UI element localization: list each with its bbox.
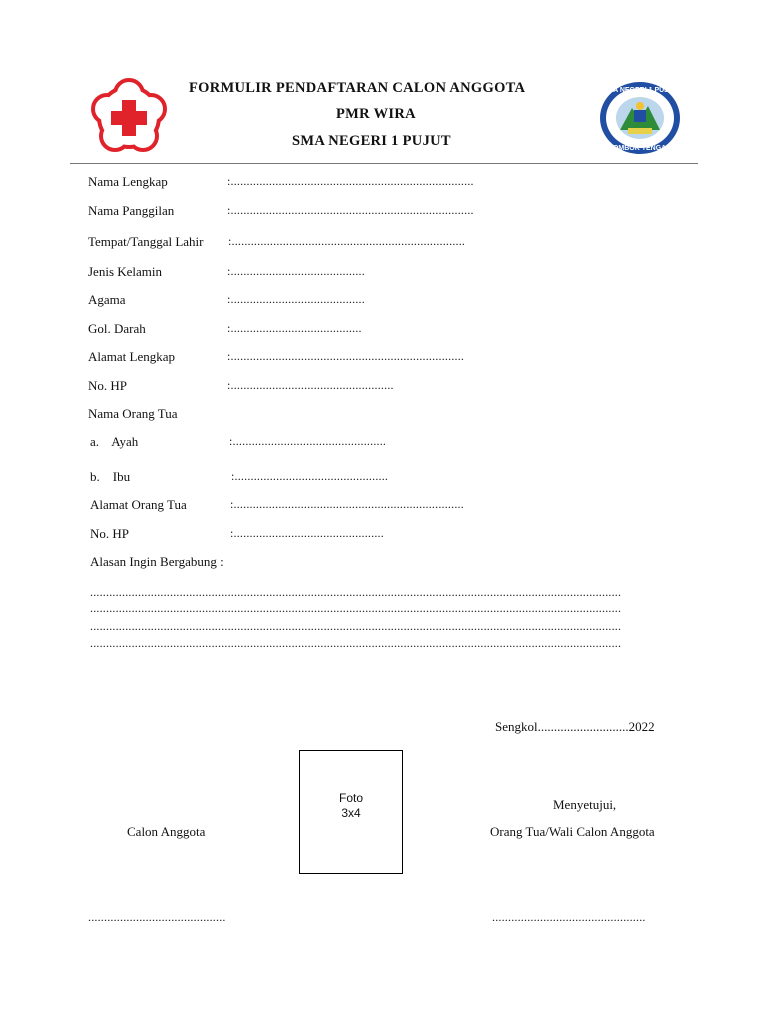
form-title: FORMULIR PENDAFTARAN CALON ANGGOTA [189,80,526,96]
photo-size: 3x4 [341,806,361,820]
value-no-hp[interactable]: :................................................... [227,378,394,392]
value-ibu[interactable]: :................................................ [231,469,389,483]
label-ayah: a. Ayah [90,434,139,449]
label-alamat-lengkap: Alamat Lengkap [88,349,175,364]
form-subtitle-school: SMA NEGERI 1 PUJUT [292,133,451,149]
svg-text:LOMBOK TENGAH: LOMBOK TENGAH [608,145,672,152]
red-cross-logo [88,78,170,156]
value-alamat-orang-tua[interactable]: :........................................................................ [230,497,464,511]
approve-label: Menyetujui, [553,797,617,812]
value-jenis-kelamin[interactable]: :.......................................... [227,264,365,278]
value-ayah[interactable]: :................................................ [229,434,387,448]
label-gol-darah: Gol. Darah [88,321,146,336]
reason-line[interactable]: ...................................................................................................................................................................... [90,585,622,599]
value-nama-lengkap[interactable]: :............................................................................ [227,174,474,188]
photo-label: Foto [338,791,363,805]
label-alamat-orang-tua: Alamat Orang Tua [90,497,187,512]
parent-signature-line[interactable]: ................................................ [492,910,646,924]
school-badge-logo [598,80,682,156]
label-no-hp-orang-tua: No. HP [90,526,130,541]
label-nama-panggilan: Nama Panggilan [88,203,175,218]
photo-box [299,750,403,874]
label-nama-lengkap: Nama Lengkap [88,174,168,189]
reason-line[interactable]: ...................................................................................................................................................................... [90,619,622,633]
svg-text:SMA NEGERI 1 PUJUT: SMA NEGERI 1 PUJUT [602,87,678,94]
label-tempat-tanggal-lahir: Tempat/Tanggal Lahir [88,234,204,249]
parent-label: Orang Tua/Wali Calon Anggota [490,824,655,839]
label-nama-orang-tua: Nama Orang Tua [88,406,178,421]
value-agama[interactable]: :.......................................... [227,292,365,306]
label-jenis-kelamin: Jenis Kelamin [88,264,163,279]
label-agama: Agama [88,292,126,307]
place-date[interactable]: Sengkol............................2022 [495,719,655,734]
value-no-hp-orang-tua[interactable]: :............................................... [230,526,384,540]
candidate-label: Calon Anggota [127,824,206,839]
value-alamat-lengkap[interactable]: :......................................................................... [227,349,465,363]
value-gol-darah[interactable]: :......................................... [227,321,362,335]
label-alasan: Alasan Ingin Bergabung : [90,554,224,569]
reason-line[interactable]: ...................................................................................................................................................................... [90,636,622,650]
label-ibu: b. Ibu [90,469,131,484]
reason-line[interactable]: ...................................................................................................................................................................... [90,601,622,615]
form-subtitle-org: PMR WIRA [336,106,416,122]
header-divider [70,163,698,164]
label-no-hp: No. HP [88,378,128,393]
value-tempat-tanggal-lahir[interactable]: :......................................................................... [228,234,466,248]
candidate-signature-line[interactable]: ........................................... [88,910,226,924]
value-nama-panggilan[interactable]: :............................................................................ [227,203,474,217]
